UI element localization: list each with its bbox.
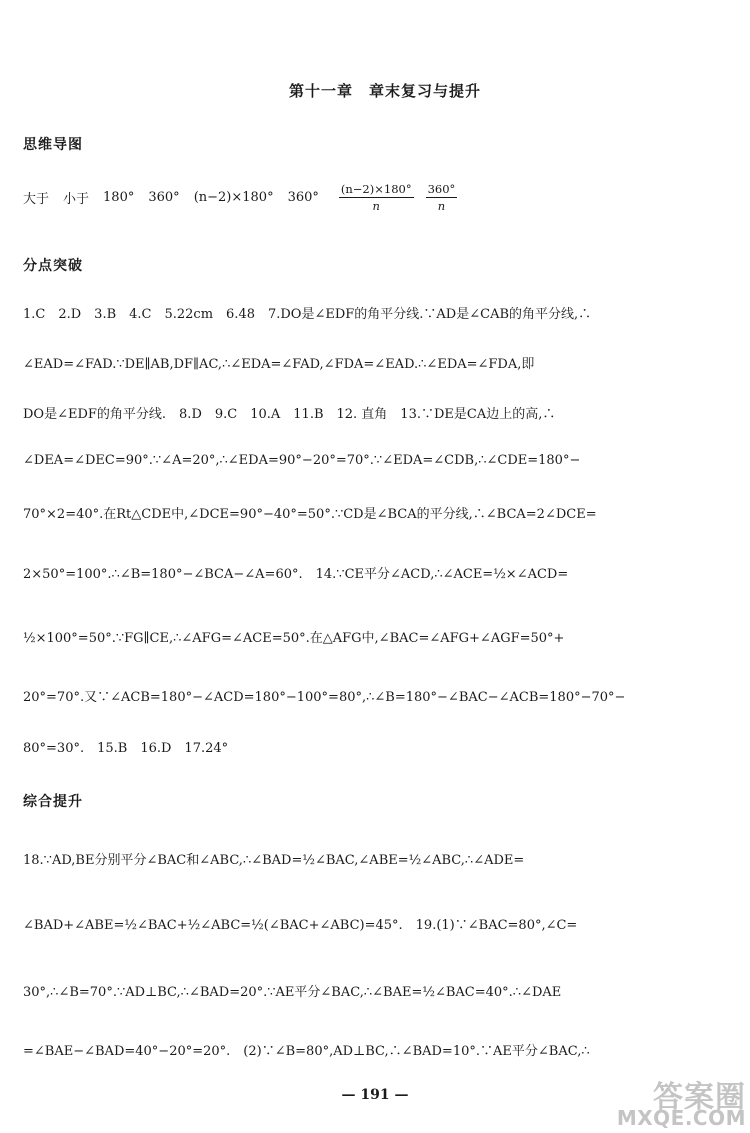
- answer-line: 70°×2=40°.在Rt△CDE中,∠DCE=90°−40°=50°.∵CD是∠BCA的平分线,∴∠BCA=2∠DCE=: [23, 507, 597, 522]
- fraction-exterior-angle: [426, 182, 458, 214]
- fraction-denominator: n: [372, 199, 380, 214]
- mind-map-item: 小于: [63, 192, 90, 208]
- mind-map-item: 180°: [103, 190, 135, 206]
- mind-map-item: (n−2)×180°: [193, 190, 274, 206]
- mind-map-item: 大于: [23, 192, 50, 208]
- answer-line: ½×100°=50°.∵FG∥CE,∴∠AFG=∠ACE=50°.在△AFG中,∠BAC=∠AFG+∠AGF=50°+: [23, 631, 565, 646]
- fraction-numerator: (n−2)×180°: [339, 182, 414, 198]
- mind-map-item: 360°: [287, 190, 319, 206]
- comprehensive-heading: 综合提升: [23, 794, 83, 810]
- answer-line: ∠DEA=∠DEC=90°.∵∠A=20°,∴∠EDA=90°−20°=70°.∵∠EDA=∠CDB,∴∠CDE=180°−: [23, 453, 581, 468]
- breakthrough-heading: 分点突破: [23, 258, 83, 274]
- answer-line: 30°,∴∠B=70°.∵AD⊥BC,∴∠BAD=20°.∵AE平分∠BAC,∴∠BAE=½∠BAC=40°.∴∠DAE: [23, 985, 562, 1000]
- answer-line: ∠BAD+∠ABE=½∠BAC+½∠ABC=½(∠BAC+∠ABC)=45°. 19.(1)∵∠BAC=80°,∠C=: [23, 918, 578, 933]
- answer-line: =∠BAE−∠BAD=40°−20°=20°. (2)∵∠B=80°,AD⊥BC,∴∠BAD=10°.∵AE平分∠BAC,∴: [23, 1044, 590, 1059]
- mind-map-item: 360°: [148, 190, 180, 206]
- page-number: — 191 —: [341, 1087, 409, 1103]
- fraction-denominator: n: [437, 199, 446, 214]
- answer-line: 18.∵AD,BE分别平分∠BAC和∠ABC,∴∠BAD=½∠BAC,∠ABE=½∠ABC,∴∠ADE=: [23, 853, 525, 868]
- fraction-numerator: 360°: [426, 182, 458, 198]
- answer-line: 1.C 2.D 3.B 4.C 5.22cm 6.48 7.DO是∠EDF的角平分线.∵AD是∠CAB的角平分线,∴: [23, 307, 592, 322]
- chapter-title: 第十一章 章末复习与提升: [288, 82, 481, 100]
- watermark-url: MXQE.COM: [616, 1106, 746, 1130]
- mind-map-heading: 思维导图: [23, 137, 83, 153]
- answer-line: 20°=70°.又∵∠ACB=180°−∠ACD=180°−100°=80°,∴∠B=180°−∠BAC−∠ACB=180°−70°−: [23, 690, 626, 705]
- answer-line: ∠EAD=∠FAD.∵DE∥AB,DF∥AC,∴∠EDA=∠FAD,∠FDA=∠EAD.∴∠EDA=∠FDA,即: [23, 357, 535, 372]
- watermark-logo-text: 答案圈: [653, 1080, 746, 1115]
- answer-line: 2×50°=100°.∴∠B=180°−∠BCA−∠A=60°. 14.∵CE平分∠ACD,∴∠ACE=½×∠ACD=: [23, 567, 569, 582]
- answer-line: 80°=30°. 15.B 16.D 17.24°: [23, 741, 229, 756]
- mind-map-answers: [23, 182, 683, 214]
- fraction-interior-angle: [339, 182, 414, 214]
- answer-line: DO是∠EDF的角平分线. 8.D 9.C 10.A 11.B 12. 直角 13.∵DE是CA边上的高,∴: [23, 407, 556, 422]
- site-watermark: [596, 1070, 746, 1130]
